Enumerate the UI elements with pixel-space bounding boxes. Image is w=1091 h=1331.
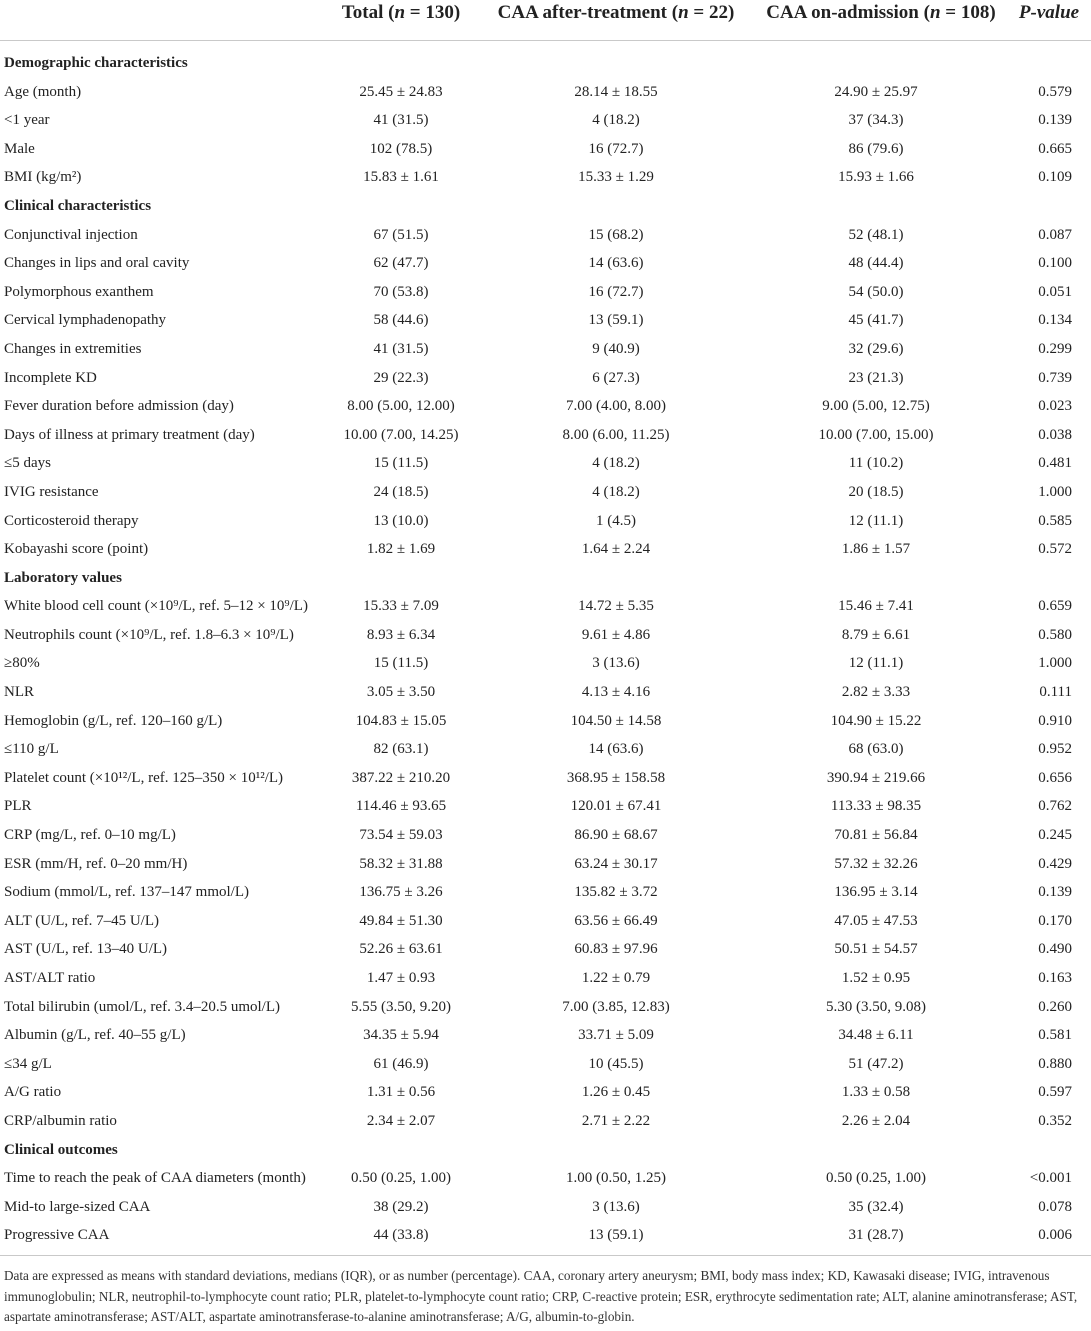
cell-on-admission: 23 (21.3) (848, 369, 904, 386)
row-label: White blood cell count (×10⁹/L, ref. 5–12 × 10⁹/L) (4, 598, 308, 615)
cell-pvalue: 0.481 (1038, 455, 1072, 472)
table-row (0, 106, 1091, 135)
cell-after-treatment: 8.00 (6.00, 11.25) (562, 426, 670, 443)
cell-pvalue: 0.880 (1038, 1055, 1072, 1072)
row-label: Conjunctival injection (4, 226, 138, 243)
cell-after-treatment: 2.71 ± 2.22 (581, 1112, 651, 1129)
cell-after-treatment: 4 (18.2) (592, 455, 640, 472)
cell-on-admission: 32 (29.6) (848, 340, 904, 357)
table-row (0, 306, 1091, 335)
section-heading-row (0, 1136, 1091, 1165)
table-row (0, 335, 1091, 364)
cell-after-treatment: 9.61 ± 4.86 (581, 626, 651, 643)
cell-after-treatment: 33.71 ± 5.09 (578, 1027, 654, 1044)
cell-after-treatment: 60.83 ± 97.96 (574, 941, 658, 958)
cell-on-admission: 10.00 (7.00, 15.00) (818, 426, 934, 443)
cell-after-treatment: 1.64 ± 2.24 (581, 541, 651, 558)
cell-after-treatment: 135.82 ± 3.72 (574, 884, 658, 901)
header-total: Total (n = 130) (341, 2, 461, 23)
cell-after-treatment: 1.26 ± 0.45 (581, 1084, 651, 1101)
row-label: ≤34 g/L (4, 1055, 52, 1072)
row-label: <1 year (4, 112, 50, 129)
cell-after-treatment: 15 (68.2) (588, 226, 644, 243)
cell-pvalue: 0.585 (1038, 512, 1072, 529)
cell-pvalue: 0.006 (1038, 1227, 1072, 1244)
cell-after-treatment: 6 (27.3) (592, 369, 640, 386)
table-row (0, 78, 1091, 107)
header-pvalue: P-value (1018, 2, 1080, 23)
cell-on-admission: 104.90 ± 15.22 (830, 712, 922, 729)
cell-on-admission: 35 (32.4) (848, 1198, 904, 1215)
cell-pvalue: 0.579 (1038, 83, 1072, 100)
row-label: Time to reach the peak of CAA diameters (month) (4, 1170, 306, 1187)
cell-on-admission: 5.30 (3.50, 9.08) (826, 998, 926, 1015)
cell-after-treatment: 4 (18.2) (592, 483, 640, 500)
cell-pvalue: 0.952 (1038, 741, 1072, 758)
cell-on-admission: 15.46 ± 7.41 (838, 598, 914, 615)
cell-total: 41 (31.5) (373, 112, 429, 129)
cell-total: 104.83 ± 15.05 (355, 712, 447, 729)
row-label: AST/ALT ratio (4, 970, 96, 986)
table-row (0, 392, 1091, 421)
table-row (0, 1164, 1091, 1193)
cell-pvalue: 0.581 (1038, 1027, 1072, 1044)
cell-total: 15.83 ± 1.61 (363, 169, 439, 186)
cell-pvalue: 0.659 (1038, 598, 1072, 615)
cell-total: 15 (11.5) (373, 455, 429, 472)
cell-on-admission: 45 (41.7) (848, 312, 904, 329)
cell-total: 387.22 ± 210.20 (351, 769, 451, 786)
cell-pvalue: 0.163 (1038, 970, 1072, 986)
cell-pvalue: 0.597 (1038, 1084, 1072, 1101)
row-label: Mid-to large-sized CAA (4, 1198, 151, 1215)
cell-on-admission: 34.48 ± 6.11 (838, 1027, 914, 1044)
row-label: NLR (4, 684, 34, 701)
table-row (0, 249, 1091, 278)
row-label: Days of illness at primary treatment (day) (4, 426, 255, 443)
header-on-admission: CAA on-admission (n = 108) (766, 2, 996, 23)
cell-after-treatment: 9 (40.9) (592, 340, 640, 357)
table-row (0, 1078, 1091, 1107)
table-row (0, 421, 1091, 450)
cell-on-admission: 52 (48.1) (848, 226, 904, 243)
cell-on-admission: 68 (63.0) (848, 741, 904, 758)
cell-after-treatment: 368.95 ± 158.58 (566, 769, 666, 786)
row-label: Albumin (g/L, ref. 40–55 g/L) (4, 1027, 186, 1044)
cell-pvalue: 0.580 (1038, 626, 1072, 643)
cell-total: 1.31 ± 0.56 (366, 1084, 436, 1101)
row-label: Polymorphous exanthem (4, 283, 154, 300)
table-row (0, 449, 1091, 478)
cell-total: 62 (47.7) (373, 255, 429, 272)
table-footnote: Data are expressed as means with standard deviations, medians (IQR), or as number (percentage). CAA, coronary artery aneurysm; BMI, body mass index; KD, Kawasaki disease; IVIG, intravenous immunoglobulin; NLR, neutrophil-to-lymphocyte count ratio; PLR, platelet-to-lymphocyte count ratio; CRP, C-reactive protein; ESR, erythrocyte sedimentation rate; ALT, alanine aminotransferase; AST, aspartate aminotransferase; AST/ALT, aspartate aminotransferase-to-alanine aminotransferase; A/G, albumin-to-globin. (4, 1268, 1078, 1325)
cell-total: 52.26 ± 63.61 (359, 941, 443, 958)
row-label: Laboratory values (4, 569, 122, 586)
cell-pvalue: 0.245 (1038, 827, 1072, 844)
table-row (0, 821, 1091, 850)
cell-after-treatment: 7.00 (3.85, 12.83) (562, 998, 670, 1015)
row-label: ALT (U/L, ref. 7–45 U/L) (4, 912, 159, 929)
cell-on-admission: 15.93 ± 1.66 (838, 169, 914, 186)
footnote-divider (0, 1255, 1091, 1256)
header-after-treatment: CAA after-treatment (n = 22) (497, 2, 735, 23)
row-label: A/G ratio (4, 1084, 62, 1101)
row-label: Male (4, 140, 35, 157)
cell-after-treatment: 7.00 (4.00, 8.00) (566, 398, 666, 415)
row-label: BMI (kg/m²) (4, 169, 82, 186)
row-label: CRP/albumin ratio (4, 1112, 117, 1129)
cell-pvalue: 0.100 (1038, 255, 1072, 272)
row-label: Neutrophils count (×10⁹/L, ref. 1.8–6.3 × 10⁹/L) (4, 626, 294, 643)
cell-on-admission: 0.50 (0.25, 1.00) (826, 1170, 926, 1187)
cell-pvalue: 0.490 (1038, 941, 1072, 958)
cell-total: 44 (33.8) (373, 1227, 429, 1244)
cell-total: 1.47 ± 0.93 (366, 970, 436, 986)
row-label: Changes in extremities (4, 340, 142, 357)
cell-pvalue: 0.023 (1038, 398, 1072, 415)
cell-pvalue: 0.087 (1038, 226, 1072, 243)
row-label: Clinical outcomes (4, 1141, 118, 1158)
table-row (0, 964, 1091, 993)
cell-pvalue: 0.139 (1038, 884, 1072, 901)
cell-total: 38 (29.2) (373, 1198, 429, 1215)
cell-total: 25.45 ± 24.83 (359, 83, 443, 100)
cell-on-admission: 390.94 ± 219.66 (826, 769, 926, 786)
cell-on-admission: 31 (28.7) (848, 1227, 904, 1244)
cell-total: 29 (22.3) (373, 369, 429, 386)
cell-total: 73.54 ± 59.03 (359, 827, 443, 844)
cell-on-admission: 2.26 ± 2.04 (841, 1112, 911, 1129)
cell-total: 2.34 ± 2.07 (366, 1112, 436, 1129)
cell-on-admission: 9.00 (5.00, 12.75) (822, 398, 930, 415)
cell-on-admission: 57.32 ± 32.26 (834, 855, 918, 872)
row-label: Demographic characteristics (4, 55, 188, 71)
cell-pvalue: 1.000 (1038, 483, 1072, 500)
table-row (0, 221, 1091, 250)
cell-pvalue: 0.739 (1038, 369, 1072, 386)
cell-after-treatment: 13 (59.1) (588, 1227, 644, 1244)
table-row (0, 678, 1091, 707)
row-label: Sodium (mmol/L, ref. 137–147 mmol/L) (4, 884, 249, 901)
row-label: Progressive CAA (4, 1227, 110, 1244)
cell-total: 8.93 ± 6.34 (366, 626, 436, 643)
cell-total: 49.84 ± 51.30 (359, 912, 443, 929)
cell-pvalue: 0.762 (1038, 798, 1072, 815)
cell-total: 3.05 ± 3.50 (366, 684, 436, 701)
table-row (0, 1021, 1091, 1050)
cell-pvalue: 0.260 (1038, 998, 1072, 1015)
table-body (0, 49, 1091, 1250)
cell-pvalue: 0.111 (1039, 684, 1072, 701)
table-row (0, 1107, 1091, 1136)
section-heading-row (0, 49, 1091, 78)
table-row (0, 735, 1091, 764)
cell-pvalue: 0.051 (1038, 283, 1072, 300)
table-row (0, 707, 1091, 736)
cell-on-admission: 51 (47.2) (848, 1055, 904, 1072)
cell-total: 136.75 ± 3.26 (359, 884, 443, 901)
cell-after-treatment: 3 (13.6) (592, 1198, 640, 1215)
row-label: Total bilirubin (umol/L, ref. 3.4–20.5 umol/L) (4, 998, 280, 1015)
cell-pvalue: 0.109 (1038, 169, 1072, 186)
table-row (0, 1221, 1091, 1250)
cell-after-treatment: 120.01 ± 67.41 (570, 798, 662, 815)
cell-total: 67 (51.5) (373, 226, 429, 243)
row-label: IVIG resistance (4, 483, 99, 500)
cell-total: 13 (10.0) (373, 512, 429, 529)
cell-after-treatment: 86.90 ± 68.67 (574, 827, 658, 844)
cell-pvalue: 0.429 (1038, 855, 1072, 872)
row-label: PLR (4, 798, 32, 815)
row-label: CRP (mg/L, ref. 0–10 mg/L) (4, 827, 176, 844)
table-row (0, 163, 1091, 192)
cell-after-treatment: 16 (72.7) (588, 283, 644, 300)
cell-pvalue: 0.299 (1038, 340, 1072, 357)
cell-after-treatment: 63.56 ± 66.49 (574, 912, 658, 929)
cell-on-admission: 54 (50.0) (848, 283, 904, 300)
table-row (0, 649, 1091, 678)
row-label: ≤5 days (4, 455, 51, 472)
cell-after-treatment: 4.13 ± 4.16 (581, 684, 651, 701)
cell-on-admission: 1.33 ± 0.58 (841, 1084, 911, 1101)
section-heading-row (0, 564, 1091, 593)
cell-total: 0.50 (0.25, 1.00) (351, 1170, 451, 1187)
cell-on-admission: 20 (18.5) (848, 483, 904, 500)
cell-on-admission: 48 (44.4) (848, 255, 904, 272)
cell-on-admission: 12 (11.1) (848, 512, 904, 529)
cell-after-treatment: 4 (18.2) (592, 112, 640, 129)
cell-after-treatment: 28.14 ± 18.55 (574, 83, 658, 100)
cell-on-admission: 1.52 ± 0.95 (841, 970, 911, 986)
section-heading-row (0, 192, 1091, 221)
cell-on-admission: 70.81 ± 56.84 (834, 827, 918, 844)
cell-on-admission: 24.90 ± 25.97 (834, 83, 918, 100)
table-row (0, 993, 1091, 1022)
table-row (0, 1050, 1091, 1079)
table-row (0, 364, 1091, 393)
cell-on-admission: 50.51 ± 54.57 (834, 941, 918, 958)
cell-pvalue: 0.572 (1038, 541, 1072, 558)
cell-on-admission: 86 (79.6) (848, 140, 904, 157)
row-label: ≤110 g/L (4, 741, 59, 758)
cell-pvalue: 0.139 (1038, 112, 1072, 129)
row-label: Fever duration before admission (day) (4, 398, 234, 415)
cell-total: 102 (78.5) (369, 140, 433, 157)
cell-on-admission: 2.82 ± 3.33 (841, 684, 911, 701)
cell-on-admission: 37 (34.3) (848, 112, 904, 129)
cell-total: 70 (53.8) (373, 283, 429, 300)
table-row (0, 878, 1091, 907)
cell-pvalue: 0.134 (1038, 312, 1072, 329)
cell-after-treatment: 1.00 (0.50, 1.25) (566, 1170, 666, 1187)
cell-on-admission: 8.79 ± 6.61 (841, 626, 911, 643)
cell-pvalue: 0.656 (1038, 769, 1072, 786)
cell-on-admission: 12 (11.1) (848, 655, 904, 672)
row-label: Clinical characteristics (4, 197, 152, 214)
row-label: Cervical lymphadenopathy (4, 312, 167, 329)
table-row (0, 850, 1091, 879)
row-label: Kobayashi score (point) (4, 541, 149, 558)
cell-after-treatment: 1.22 ± 0.79 (581, 970, 651, 986)
cell-total: 82 (63.1) (373, 741, 429, 758)
cell-on-admission: 11 (10.2) (848, 455, 904, 472)
cell-on-admission: 136.95 ± 3.14 (834, 884, 918, 901)
table-row (0, 535, 1091, 564)
cell-after-treatment: 14 (63.6) (588, 741, 644, 758)
cell-after-treatment: 63.24 ± 30.17 (574, 855, 658, 872)
row-label: Age (month) (4, 83, 82, 100)
cell-after-treatment: 104.50 ± 14.58 (570, 712, 662, 729)
cell-after-treatment: 16 (72.7) (588, 140, 644, 157)
row-label: Incomplete KD (4, 369, 97, 386)
cell-total: 5.55 (3.50, 9.20) (351, 998, 451, 1015)
cell-total: 41 (31.5) (373, 340, 429, 357)
cell-total: 8.00 (5.00, 12.00) (347, 398, 455, 415)
cell-pvalue: 0.910 (1038, 712, 1072, 729)
row-label: ESR (mm/H, ref. 0–20 mm/H) (4, 855, 188, 872)
table-row (0, 278, 1091, 307)
row-label: Platelet count (×10¹²/L, ref. 125–350 × 10¹²/L) (4, 769, 284, 786)
row-label: AST (U/L, ref. 13–40 U/L) (4, 941, 168, 958)
table-row (0, 507, 1091, 536)
cell-pvalue: 0.078 (1038, 1198, 1072, 1215)
cell-total: 15.33 ± 7.09 (363, 598, 439, 615)
row-label: Hemoglobin (g/L, ref. 120–160 g/L) (4, 712, 223, 729)
table-row (0, 792, 1091, 821)
table-row (0, 478, 1091, 507)
cell-on-admission: 1.86 ± 1.57 (841, 541, 911, 558)
table-row (0, 1193, 1091, 1222)
cell-after-treatment: 1 (4.5) (596, 512, 636, 529)
table-row (0, 621, 1091, 650)
table-row (0, 935, 1091, 964)
cell-after-treatment: 3 (13.6) (592, 655, 640, 672)
table-row (0, 764, 1091, 793)
row-label: ≥80% (4, 655, 40, 672)
cell-after-treatment: 14.72 ± 5.35 (578, 598, 654, 615)
cell-total: 24 (18.5) (373, 483, 429, 500)
cell-pvalue: <0.001 (1029, 1170, 1072, 1187)
table-row (0, 135, 1091, 164)
cell-on-admission: 47.05 ± 47.53 (834, 912, 918, 929)
table-row (0, 592, 1091, 621)
cell-after-treatment: 10 (45.5) (588, 1055, 644, 1072)
cell-total: 58.32 ± 31.88 (359, 855, 443, 872)
row-label: Changes in lips and oral cavity (4, 255, 190, 272)
cell-pvalue: 1.000 (1038, 655, 1072, 672)
row-label: Corticosteroid therapy (4, 512, 139, 529)
cell-after-treatment: 15.33 ± 1.29 (578, 169, 654, 186)
cell-pvalue: 0.352 (1038, 1112, 1072, 1129)
cell-after-treatment: 13 (59.1) (588, 312, 644, 329)
table-row (0, 907, 1091, 936)
table-header (0, 0, 1091, 41)
cell-total: 10.00 (7.00, 14.25) (343, 426, 459, 443)
cell-pvalue: 0.665 (1038, 140, 1072, 157)
cell-total: 1.82 ± 1.69 (366, 541, 436, 558)
cell-total: 58 (44.6) (373, 312, 429, 329)
cell-total: 114.46 ± 93.65 (355, 798, 447, 815)
cell-total: 61 (46.9) (373, 1055, 429, 1072)
cell-on-admission: 113.33 ± 98.35 (830, 798, 922, 815)
cell-total: 15 (11.5) (373, 655, 429, 672)
cell-after-treatment: 14 (63.6) (588, 255, 644, 272)
cell-total: 34.35 ± 5.94 (363, 1027, 439, 1044)
cell-pvalue: 0.170 (1038, 912, 1072, 929)
cell-pvalue: 0.038 (1038, 426, 1072, 443)
